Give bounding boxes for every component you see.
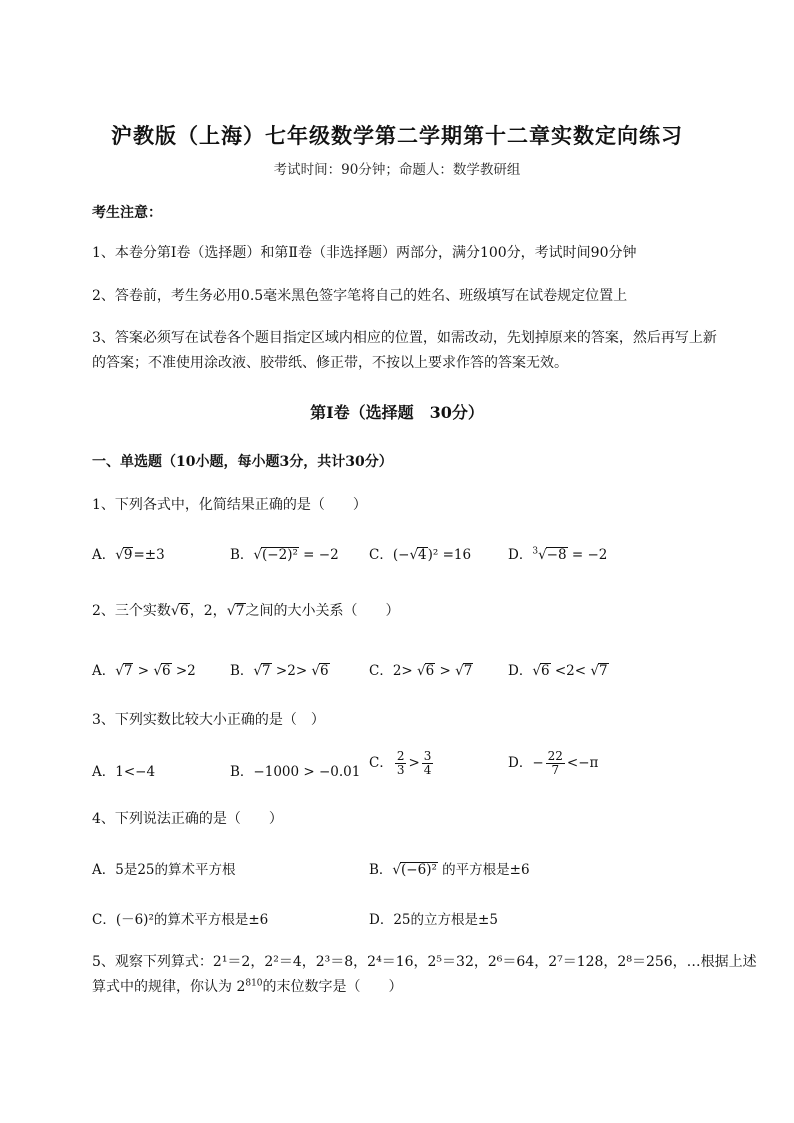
radicand: −8 [546,547,567,563]
root-index: 3 [532,546,539,557]
radicand: 6 [161,663,171,679]
question-3-option-d[interactable] [508,750,598,777]
sqrt-symbol: √ [417,663,426,679]
option-label: D． [508,755,533,772]
question-3-option-c[interactable] [369,750,435,777]
question-4-option-d[interactable]: D．25的立方根是±5 [369,912,498,928]
radicand: (−6)² [401,862,437,878]
sqrt-symbol: √ [153,663,162,679]
numerator: 3 [423,749,432,763]
sqrt-symbol: √ [590,663,599,679]
option-op: > [435,663,456,679]
question-1-option-d[interactable] [508,543,607,563]
radicand: (−2)² [262,547,298,563]
notice-item-3-line2: 的答案；不准使用涂改液、胶带纸、修正带，不按以上要求作答的答案无效。 [92,355,568,371]
option-op: > [408,755,420,772]
exponent: 810 [245,978,263,989]
denominator: 7 [551,763,560,778]
numerator: 2 [396,749,405,763]
radicand: 7 [598,663,608,679]
radicand: 6 [179,603,189,619]
volume-1-title: 第Ⅰ卷（选择题 30分） [310,403,484,422]
option-label: C． [369,755,393,772]
question-4-option-a[interactable]: A．5是25的算术平方根 [92,862,236,878]
exam-subtitle: 考试时间：90分钟；命题人：数学教研组 [273,162,521,178]
sqrt-symbol: √ [226,603,236,619]
option-pre: (− [392,547,410,563]
option-op: >2 [171,663,196,679]
option-rest: )² =16 [427,547,472,563]
stem-part: ，2， [189,603,227,619]
option-label: A． [92,547,116,563]
denominator: 3 [396,763,405,778]
question-2-option-c[interactable] [369,659,473,679]
option-op: <2< [550,663,591,679]
radicand: 6 [540,663,550,679]
exam-title: 沪教版（上海）七年级数学第二学期第十二章实数定向练习 [111,123,683,148]
option-label: C． [369,547,393,563]
stem-part: 的末位数字是（ ） [262,979,403,995]
option-op: 2> [392,663,418,679]
numerator: 22 [547,749,563,763]
radicand: 9 [123,547,133,563]
sqrt-symbol: √ [311,663,321,679]
option-label: B． [369,862,393,878]
sqrt-symbol: √ [170,603,180,619]
sqrt-symbol: √ [409,547,419,563]
sqrt-symbol: √ [392,862,402,878]
sqrt-symbol: √ [253,663,263,679]
option-label: A． [92,764,116,780]
question-3-option-b[interactable] [230,760,360,780]
stem-part: 算式中的规律，你认为 2 [92,979,246,995]
sqrt-symbol: √ [455,663,464,679]
stem-part: 之间的大小关系（ ） [245,603,400,619]
sqrt-symbol: √ [253,547,263,563]
question-3-stem: 3、下列实数比较大小正确的是（ ） [92,712,325,728]
option-label: B． [230,663,254,679]
question-1-option-c[interactable] [369,543,471,563]
option-op: > [133,663,154,679]
option-rest: =±3 [133,547,165,563]
section-1-heading: 一、单选题（10小题，每小题3分，共计30分） [92,454,393,470]
question-4-option-c[interactable]: C．(－6)²的算术平方根是±6 [92,912,269,928]
question-2-option-b[interactable] [230,659,330,679]
question-5-line-1: 5、观察下列算式：2¹＝2，2²＝4，2³＝8，2⁴＝16，2⁵＝32，2⁶＝64，2⁷＝128，2⁸＝256，…根据上述 [92,954,757,970]
radicand: 4 [418,547,427,563]
option-rest: = −2 [298,547,339,563]
option-rest: 的平方根是±6 [437,862,530,878]
radicand: 7 [262,663,271,679]
question-1-stem: 1、下列各式中，化简结果正确的是（ ） [92,497,367,513]
question-1-option-a[interactable] [92,543,165,563]
option-label: D． [508,547,533,563]
notice-heading: 考生注意： [92,205,162,221]
question-2-stem [92,600,400,620]
sqrt-symbol: √ [532,663,541,679]
notice-item-3-line1: 3、答案必须写在试卷各个题目指定区域内相应的位置，如需改动，先划掉原来的答案，然后再写上新 [92,330,717,346]
fraction [546,750,565,777]
option-op: >2> [271,663,312,679]
fraction [395,750,407,777]
option-op: − [532,755,544,772]
notice-item-2: 2、答卷前，考生务必用0.5毫米黑色签字笔将自己的姓名、班级填写在试卷规定位置上 [92,288,628,304]
sqrt-symbol: √ [115,547,124,563]
radicand: 7 [235,603,245,619]
stem-part: 2、三个实数 [92,603,171,619]
radicand: 7 [463,663,473,679]
question-4-option-b[interactable] [369,858,530,878]
option-label: B． [230,764,254,780]
question-3-option-a[interactable] [92,760,155,780]
question-1-option-b[interactable] [230,543,339,563]
question-2-option-a[interactable] [92,659,196,679]
option-label: C． [369,663,393,679]
radicand: 6 [425,663,435,679]
radicand: 7 [123,663,133,679]
option-label: B． [230,547,254,563]
radicand: 6 [320,663,329,679]
option-text: 1<−4 [115,764,156,780]
sqrt-symbol: √ [115,663,124,679]
option-op: <−π [566,755,599,772]
question-5-line-2 [92,976,403,996]
question-4-stem: 4、下列说法正确的是（ ） [92,811,283,827]
option-text: −1000 > −0.01 [253,764,361,780]
sqrt-symbol: √ [538,547,547,563]
denominator: 4 [423,763,432,778]
option-rest: = −2 [567,547,608,563]
option-label: A． [92,663,116,679]
fraction [422,750,434,777]
notice-item-1: 1、本卷分第Ⅰ卷（选择题）和第Ⅱ卷（非选择题）两部分，满分100分，考试时间90分钟 [92,245,637,261]
question-2-option-d[interactable] [508,659,609,679]
option-label: D． [508,663,533,679]
